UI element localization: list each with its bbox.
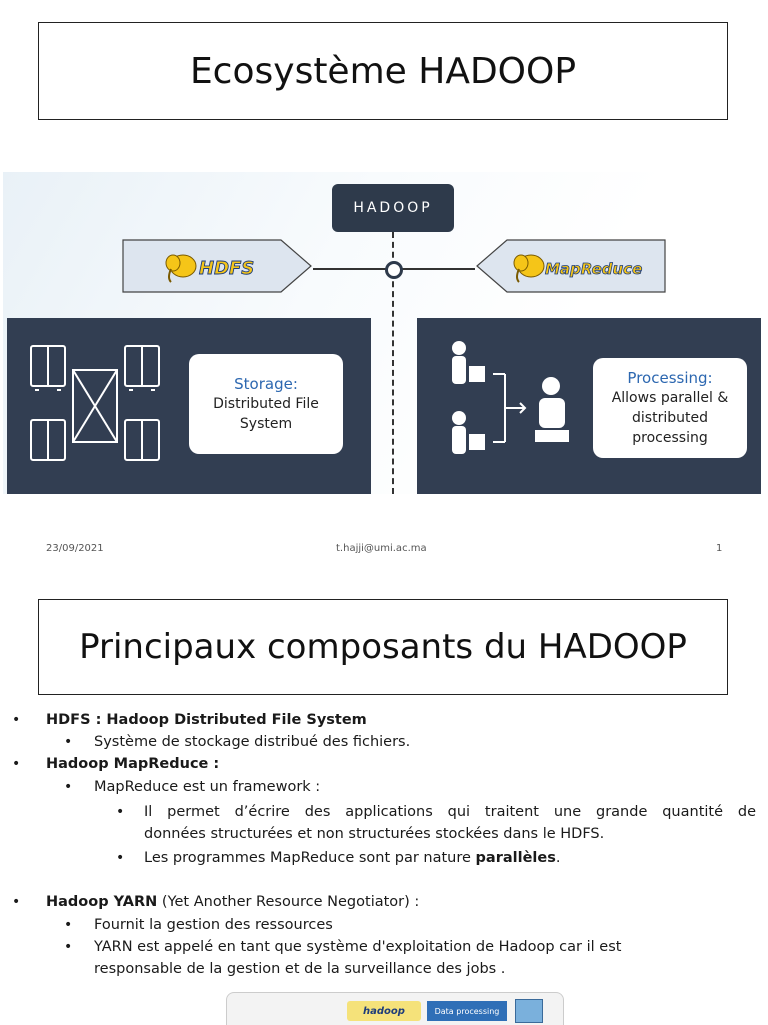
bullet-dot: • — [64, 917, 73, 933]
processing-card-line3: processing — [632, 430, 708, 446]
footer-email: t.hajji@umi.ac.ma — [336, 543, 427, 554]
processing-cube-icon — [515, 999, 543, 1023]
bullet-dot: • — [116, 804, 125, 820]
storage-card-line1: Distributed File — [213, 396, 319, 412]
yarn-heading-bold: Hadoop YARN — [46, 894, 158, 910]
mapreduce-parallel-text: Les programmes MapReduce sont par nature — [144, 850, 476, 866]
yarn-heading-rest: (Yet Another Resource Negotiator) : — [157, 894, 420, 910]
junction-node — [385, 261, 403, 279]
processing-card-line1: Allows parallel & — [611, 390, 729, 406]
slide1-title: Ecosystème HADOOP — [38, 22, 728, 120]
hadoop-logo: hadoop — [347, 1001, 421, 1021]
hadoop-box: HADOOP — [332, 184, 454, 232]
mapreduce-detail-line1: Il permet d’écrire des applications qui traitent une grande quantité de — [144, 804, 756, 820]
mapreduce-tag — [473, 238, 669, 294]
storage-card-title: Storage: — [234, 375, 298, 393]
bullet-dot: • — [12, 894, 21, 910]
yarn-sub2-line1: YARN est appelé en tant que système d'exploitation de Hadoop car il est — [94, 939, 622, 955]
hadoop-stack-graphic — [226, 992, 564, 1025]
hadoop-ecosystem-diagram — [3, 172, 765, 494]
hdfs-sub: Système de stockage distribué des fichiers. — [94, 734, 411, 750]
bullet-dot: • — [12, 756, 21, 772]
bullet-dot: • — [64, 779, 73, 795]
server-racks-icon — [27, 340, 177, 470]
storage-card-line2: System — [239, 416, 293, 432]
chefs-icon — [439, 334, 589, 474]
storage-card — [189, 354, 343, 454]
processing-card-line2: distributed — [632, 410, 708, 426]
processing-card — [593, 358, 747, 458]
connector-right — [397, 268, 475, 270]
mapreduce-sub: MapReduce est un framework : — [94, 779, 321, 795]
yarn-sub2-line2: responsable de la gestion et de la surveillance des jobs . — [94, 961, 506, 977]
bullet-dot: • — [64, 939, 73, 955]
hdfs-heading: HDFS : Hadoop Distributed File System — [46, 712, 367, 728]
mapreduce-label: MapReduce — [545, 260, 643, 278]
mapreduce-parallel-line — [144, 847, 560, 869]
mapreduce-heading: Hadoop MapReduce : — [46, 756, 220, 772]
data-processing-label: Data processing — [427, 1001, 507, 1021]
slide2-title: Principaux composants du HADOOP — [38, 599, 728, 695]
footer-date: 23/09/2021 — [46, 543, 104, 554]
processing-panel — [417, 318, 761, 494]
processing-card-title: Processing: — [627, 369, 713, 387]
bullet-dot: • — [116, 850, 125, 866]
hdfs-label: HDFS — [199, 258, 255, 279]
mapreduce-detail-line2: données structurées et non structurées stockées dans le HDFS. — [144, 826, 605, 842]
yarn-heading — [46, 891, 419, 913]
yarn-sub1: Fournit la gestion des ressources — [94, 917, 333, 933]
bullet-dot: • — [64, 734, 73, 750]
mapreduce-parallel-end: . — [555, 850, 561, 866]
bullet-dot: • — [12, 712, 21, 728]
hdfs-tag — [121, 238, 315, 294]
footer-page-number: 1 — [716, 543, 723, 554]
connector-left — [313, 268, 387, 270]
storage-panel — [7, 318, 371, 494]
mapreduce-parallel-bold: parallèles — [475, 850, 556, 866]
